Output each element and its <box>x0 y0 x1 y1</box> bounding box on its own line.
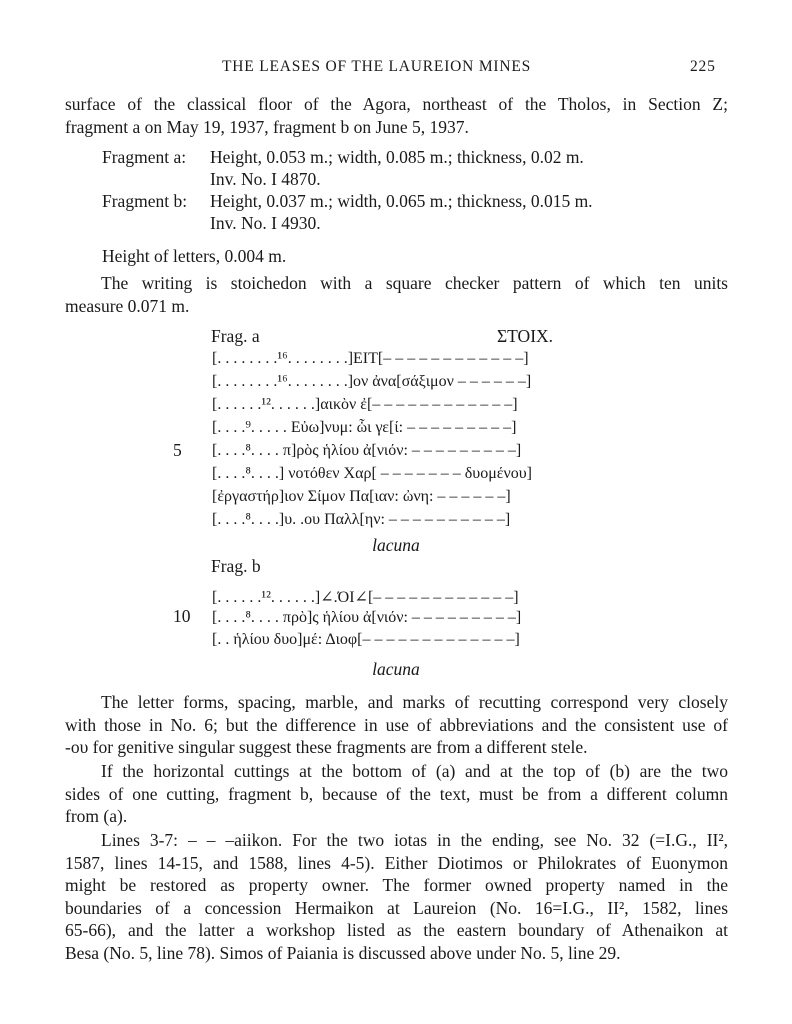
text-line: measure 0.071 m. <box>65 295 190 316</box>
fragment-a-dimensions: Height, 0.053 m.; width, 0.085 m.; thickness, 0.02 m. <box>210 147 584 167</box>
intro-paragraph <box>65 93 728 138</box>
text-line: surface of the classical floor of the Agora, northeast of the Tholos, in Section Z; <box>65 94 728 114</box>
inscription-line: [. . . .⁸. . . .]υ. .ου Παλλ[ην: – – – – – – – – – –] <box>212 511 511 528</box>
text-line: -ου for genitive singular suggest these fragments are from a different stele. <box>65 737 588 757</box>
inscription-line: [. . . . . . . .¹⁶. . . . . . . .]ον ἀνα[σάξιμον – – – – – –] <box>212 373 532 390</box>
text-line: 1587, lines 14-15, and 1588, lines 4-5). Either Diotimos or Philokrates of Euonymon <box>65 852 728 873</box>
inscription-line: [. . . .⁹. . . . . Εὐω]νυμ: ὧι γε[ί: – – – – – – – – –] <box>212 419 517 436</box>
measurements-block <box>102 146 593 267</box>
inscription-line: [. . . . . .¹². . . . . .]∠.ΌΙ∠[– – – – – – – – – – – –] <box>212 589 519 606</box>
commentary-paragraph-2 <box>65 760 728 828</box>
inscription-line: [ἐργαστήρ]ιον Σίμον Πα[ιαν: ὠνη: – – – – – –] <box>212 488 511 505</box>
inscription-line: [. . . .⁸. . . .] νοτόθεν Χαρ[ – – – – – – – δυομένου] <box>212 465 533 482</box>
text-line: The writing is stoichedon with a square checker pattern of which ten units <box>101 273 728 293</box>
text-line: 65-66), and the latter a workshop listed as the eastern boundary of Athenaikon at <box>65 920 728 940</box>
text-line: fragment a on May 19, 1937, fragment b on June 5, 1937. <box>65 116 469 137</box>
lacuna-label: lacuna <box>372 535 420 555</box>
inscription-line: [. . . .⁸. . . . π]ρὸς ἡλίου ἀ[νιόν: – – – – – – – – –] <box>212 442 522 459</box>
text-line: from (a). <box>65 806 128 826</box>
text-line: If the horizontal cuttings at the bottom of (a) and at the top of (b) are the two <box>101 761 728 781</box>
fragment-b-inventory: Inv. No. I 4930. <box>210 213 321 233</box>
text-line: boundaries of a concession Hermaikon at Laureion (No. 16=I.G., II², 1582, lines <box>65 897 728 918</box>
text-line: might be restored as property owner. The former owned property named in the <box>65 875 728 895</box>
frag-a-heading: Frag. a <box>211 326 260 346</box>
page-number: 225 <box>690 58 716 75</box>
fragment-a-inventory: Inv. No. I 4870. <box>210 169 321 189</box>
stoichedon-heading: ΣΤΟΙΧ. <box>497 326 554 346</box>
line-number: 5 <box>173 440 182 460</box>
inscription-line: [. . . . . .¹². . . . . .]αικὸν ἐ[– – – – – – – – – – – –] <box>212 396 518 413</box>
fragment-b-label: Fragment b: <box>102 191 188 211</box>
text-line: sides of one cutting, fragment b, because of the text, must be from a different column <box>65 783 728 804</box>
inscription-line: [. . . .⁸. . . . πρὸ]ς ἡλίου ἀ[νιόν: – – – – – – – – –] <box>212 609 522 626</box>
commentary-paragraph-3 <box>65 829 728 964</box>
text-line: Besa (No. 5, line 78). Simos of Paiania is discussed above under No. 5, line 29. <box>65 942 621 963</box>
fragment-a-label: Fragment a: <box>102 147 187 167</box>
frag-b-heading: Frag. b <box>211 556 261 576</box>
text-line: Lines 3-7: – – –aiikon. For the two iotas in the ending, see No. 32 (=I.G., II², <box>101 830 728 850</box>
line-number: 10 <box>173 606 191 626</box>
fragment-b-dimensions: Height, 0.037 m.; width, 0.065 m.; thickness, 0.015 m. <box>210 191 593 211</box>
stoichedon-paragraph <box>65 272 728 317</box>
commentary-paragraph-1 <box>65 691 728 759</box>
lacuna-label: lacuna <box>372 659 420 679</box>
inscription-line: [. . ἡλίου δυο]μέ: Διοφ[– – – – – – – – – – – – –] <box>212 631 520 648</box>
running-title: THE LEASES OF THE LAUREION MINES <box>222 58 532 75</box>
letter-height: Height of letters, 0.004 m. <box>102 246 287 266</box>
text-line: with those in No. 6; but the difference in use of abbreviations and the consistent use of <box>65 714 728 735</box>
inscription-line: [. . . . . . . .¹⁶. . . . . . . .]ΕΙΤ[– – – – – – – – – – – –] <box>212 350 529 367</box>
text-line: The letter forms, spacing, marble, and marks of recutting correspond very closely <box>101 692 728 712</box>
